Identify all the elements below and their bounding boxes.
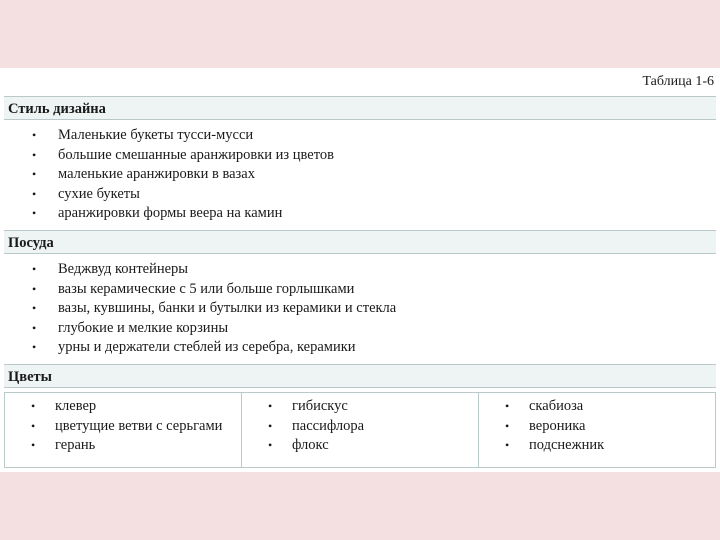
list-item: • пассифлора <box>242 417 478 437</box>
list-item: • скабиоза <box>479 397 715 417</box>
list-item: • флокс <box>242 436 478 456</box>
flowers-column <box>5 393 242 467</box>
flowers-column <box>479 393 715 467</box>
list-item: • вероника <box>479 417 715 437</box>
list-item: • герань <box>5 436 241 456</box>
bullet-icon: • <box>31 418 36 433</box>
bullet-icon: • <box>268 418 273 433</box>
list-item: • аранжировки формы веера на камин <box>4 204 716 224</box>
bullet-icon: • <box>32 262 37 276</box>
bullet-icon: • <box>32 128 37 142</box>
bullet-icon: • <box>32 206 37 220</box>
list-item: • Маленькие букеты тусси-мусси <box>4 126 716 146</box>
bullet-icon: • <box>32 167 37 181</box>
list-item: • сухие букеты <box>4 185 716 205</box>
bullet-icon: • <box>32 147 37 162</box>
bullet-icon: • <box>268 438 273 452</box>
list-item: • подснежник <box>479 436 715 456</box>
list-item: • урны и держатели стеблей из серебра, керамики <box>4 338 716 358</box>
dishes-list <box>4 260 716 358</box>
list-item: • вазы керамические с 5 или больше горлышками <box>4 280 716 300</box>
document-sheet <box>0 68 720 472</box>
bullet-icon: • <box>32 340 37 354</box>
flowers-grid <box>4 392 716 468</box>
bullet-icon: • <box>32 320 37 335</box>
section-header-dishes: Посуда <box>4 230 716 254</box>
flowers-column <box>242 393 479 467</box>
table-label: Таблица 1-6 <box>642 74 714 89</box>
section-header-design-style: Стиль дизайна <box>4 96 716 120</box>
section-header-flowers: Цветы <box>4 364 716 388</box>
bullet-icon: • <box>32 186 37 201</box>
bullet-icon: • <box>31 438 36 452</box>
bullet-icon: • <box>32 301 37 315</box>
bullet-icon: • <box>505 438 510 452</box>
list-item: • вазы, кувшины, банки и бутылки из керамики и стекла <box>4 299 716 319</box>
bullet-icon: • <box>505 399 510 413</box>
bullet-icon: • <box>268 399 273 413</box>
bullet-icon: • <box>31 399 36 413</box>
list-item: • большие смешанные аранжировки из цветов <box>4 146 716 166</box>
list-item: • клевер <box>5 397 241 417</box>
list-item: • маленькие аранжировки в вазах <box>4 165 716 185</box>
list-item: • гибискус <box>242 397 478 417</box>
list-item: • глубокие и мелкие корзины <box>4 319 716 339</box>
bullet-icon: • <box>505 418 510 433</box>
list-item: • цветущие ветви с серьгами <box>5 417 241 437</box>
design-style-list <box>4 126 716 224</box>
list-item: • Веджвуд контейнеры <box>4 260 716 280</box>
bullet-icon: • <box>32 281 37 296</box>
